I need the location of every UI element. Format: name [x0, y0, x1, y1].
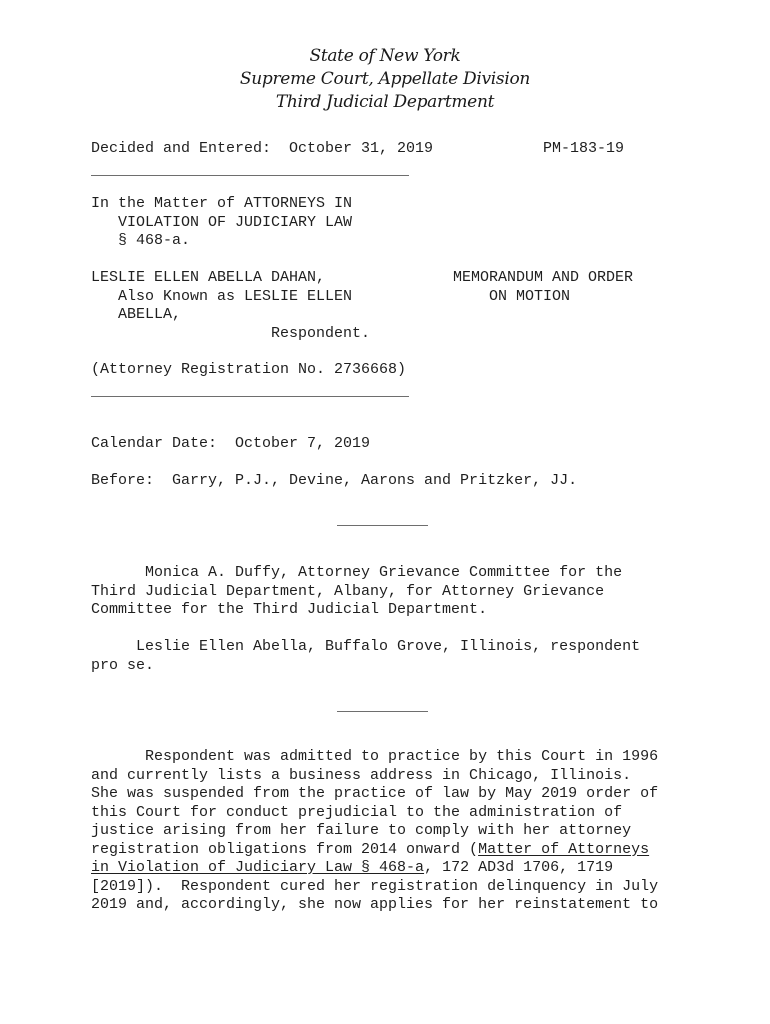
- court-header-department: Third Judicial Department: [275, 92, 495, 112]
- appearance-respondent-line-1: Leslie Ellen Abella, Buffalo Grove, Illinois, respondent: [91, 638, 641, 655]
- body-line-3: She was suspended from the practice of law by May 2019 order of: [91, 785, 659, 802]
- appearance-petitioner-line-1: Monica A. Duffy, Attorney Grievance Committee for the: [91, 564, 623, 581]
- body-line-7: [91, 859, 613, 878]
- body-line-4: this Court for conduct prejudicial to the administration of: [91, 803, 623, 821]
- attorney-registration: (Attorney Registration No. 2736668): [91, 361, 407, 378]
- matter-line-1: In the Matter of ATTORNEYS IN: [91, 195, 353, 212]
- caption-bottom-rule: [91, 396, 409, 398]
- body-line-9: 2019 and, accordingly, she now applies for her reinstatement to: [91, 896, 659, 913]
- appearance-petitioner-line-3: Committee for the Third Judicial Department.: [91, 601, 488, 618]
- case-citation-link: Matter of Attorneys: [478, 840, 650, 858]
- case-citation-link-cont: in Violation of Judiciary Law § 468-a: [91, 859, 425, 876]
- respondent-name-line-3: ABELLA,: [91, 306, 182, 323]
- section-separator-2: [337, 711, 428, 713]
- calendar-date: Calendar Date: October 7, 2019: [91, 435, 371, 452]
- appearance-petitioner-line-2: Third Judicial Department, Albany, for Attorney Grievance: [91, 582, 605, 600]
- body-line-6: [91, 841, 649, 860]
- matter-line-2: VIOLATION OF JUDICIARY LAW: [91, 213, 353, 231]
- caption-top-rule: [91, 175, 409, 177]
- matter-line-3: § 468-a.: [91, 232, 191, 249]
- body-line-5: justice arising from her failure to comply with her attorney: [91, 822, 632, 839]
- document-title-line-1: MEMORANDUM AND ORDER: [453, 269, 634, 286]
- docket-number: PM-183-19: [543, 140, 625, 157]
- body-line-1: Respondent was admitted to practice by this Court in 1996: [91, 748, 659, 765]
- decided-entered-date: Decided and Entered: October 31, 2019: [91, 140, 434, 157]
- court-header-court: Supreme Court, Appellate Division: [239, 69, 531, 89]
- court-header-state: State of New York: [309, 46, 461, 66]
- body-line-7-text: , 172 AD3d 1706, 1719: [424, 859, 614, 876]
- body-line-6-text: registration obligations from 2014 onward (: [91, 840, 479, 858]
- before-justices: Before: Garry, P.J., Devine, Aarons and Pritzker, JJ.: [91, 472, 578, 489]
- section-separator-1: [337, 525, 428, 527]
- body-line-2: and currently lists a business address in Chicago, Illinois.: [91, 766, 632, 784]
- respondent-label: Respondent.: [91, 324, 371, 342]
- respondent-name-line-2: Also Known as LESLIE ELLEN: [91, 287, 353, 305]
- document-title-line-2: ON MOTION: [453, 287, 571, 305]
- respondent-name-line-1: LESLIE ELLEN ABELLA DAHAN,: [91, 269, 326, 286]
- appearance-respondent-line-2: pro se.: [91, 656, 155, 674]
- body-line-8: [2019]). Respondent cured her registration delinquency in July: [91, 877, 659, 895]
